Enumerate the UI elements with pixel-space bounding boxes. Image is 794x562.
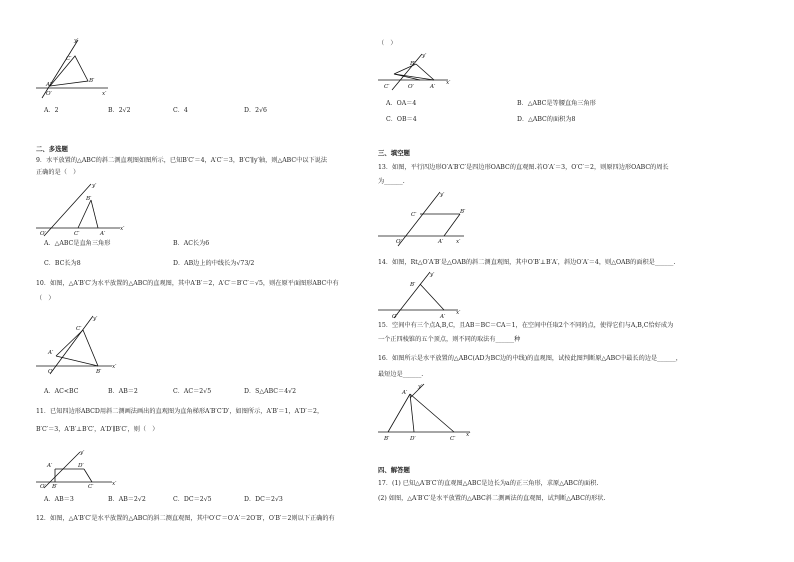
- svg-text:B′: B′: [96, 369, 102, 375]
- question-12-text: 12．如图，△A′B′C′是水平放置的△ABC的斜二测直观图，其中O′C′＝O′A′＝2O′B′，O′B′＝2则以下正确的有: [36, 515, 335, 522]
- figure-q12: [378, 52, 458, 94]
- q9-choice-c[interactable]: C．BC长为8: [44, 260, 81, 267]
- svg-text:A′: A′: [438, 239, 444, 245]
- svg-text:O′: O′: [40, 484, 46, 490]
- question-10-text: 10．如图，△A′B′C′为水平放置的△ABC的直观图，其中A′B′＝2，A′C′＝B′C′＝√5，则在原平面图形ABC中有: [36, 280, 339, 287]
- q12-paren: （ ）: [378, 40, 397, 47]
- section-title-multiple-choice: 二、多选题: [36, 145, 68, 153]
- q11-choice-b[interactable]: B．AB＝2√2: [108, 496, 146, 503]
- svg-text:O′: O′: [408, 84, 414, 90]
- q10-choice-a[interactable]: A．AC<BC: [44, 388, 79, 395]
- svg-text:O′: O′: [46, 91, 52, 97]
- svg-text:B′: B′: [89, 78, 95, 84]
- question-16-text: 16．如图所示是水平放置的△ABC(AD为BC边的中线)的直观图，试按此图判断原△ABC中最长的边是______，: [378, 355, 682, 362]
- figure-q16: [378, 382, 478, 444]
- q12-choice-d[interactable]: D．△ABC的面积为8: [517, 116, 576, 123]
- figure-top-left: [36, 36, 116, 100]
- q11-choice-d[interactable]: D．DC＝2√3: [244, 496, 283, 503]
- svg-text:B′: B′: [460, 209, 466, 215]
- svg-text:A′: A′: [48, 350, 54, 356]
- svg-text:D′: D′: [78, 463, 84, 469]
- choice-b[interactable]: B．2√2: [108, 107, 131, 114]
- svg-text:O′: O′: [48, 369, 54, 375]
- question-11-text: 11．已知四边形ABCD用斜二测画法画出的直观图为直角梯形A′B′C′D′，如图所示，A′B′＝1，A′D′＝2，: [36, 408, 324, 415]
- question-14-text: 14．如图，Rt△O′A′B′是△OAB的斜二测直观图，其中O′B′⊥B′A′，斜边O′A′＝4，则△OAB的面积是______.: [378, 259, 676, 266]
- svg-text:D′: D′: [410, 436, 416, 442]
- question-9-text-2: 正确的是（ ）: [36, 169, 80, 176]
- svg-text:y′: y′: [422, 53, 427, 59]
- figure-q14: [378, 270, 468, 322]
- svg-text:C′: C′: [76, 326, 82, 332]
- svg-text:O′: O′: [392, 314, 398, 320]
- svg-text:x′: x′: [456, 310, 461, 316]
- choice-a[interactable]: A．2: [44, 107, 59, 114]
- svg-text:B′: B′: [52, 484, 58, 490]
- question-15-text: 15．空间中有三个点A,B,C，且AB＝BC＝CA＝1，在空间中任取2个不同的点，使得它们与A,B,C恰好成为: [378, 322, 674, 329]
- q10-choice-d[interactable]: D．S△ABC＝4√2: [244, 388, 297, 395]
- svg-text:A′: A′: [46, 82, 52, 88]
- svg-text:B′: B′: [384, 436, 390, 442]
- svg-text:O′: O′: [40, 231, 46, 237]
- svg-text:y′: y′: [93, 316, 98, 322]
- svg-text:B′: B′: [410, 282, 416, 288]
- svg-text:y′: y′: [92, 183, 97, 189]
- question-13-text-2: 为______.: [378, 178, 405, 185]
- svg-text:C′: C′: [411, 212, 417, 218]
- question-11-text-2: B′C′＝3，A′B′⊥B′C′，A′D′∥B′C′，则（ ）: [36, 426, 159, 433]
- svg-text:B′: B′: [86, 196, 92, 202]
- figure-q13: [378, 190, 474, 252]
- svg-text:A′: A′: [47, 463, 53, 469]
- question-9-text: 9．水平放置的△ABC的斜二测直观图如图所示，已知B′C′＝4，A′C′＝3，B′C′∥y′轴，则△ABC中以下说法: [36, 157, 328, 164]
- svg-text:C′: C′: [74, 231, 80, 237]
- svg-text:y′: y′: [418, 384, 423, 390]
- q11-choice-c[interactable]: C．DC＝2√5: [173, 496, 212, 503]
- svg-text:C′: C′: [384, 84, 390, 90]
- svg-text:C′: C′: [450, 436, 456, 442]
- svg-text:y′: y′: [80, 450, 85, 456]
- question-17-part-2: (2) 如图，△A′B′C′是水平放置的△ABC斜二测画法的直观图，试判断△ABC的形状.: [378, 495, 606, 502]
- svg-text:A′: A′: [440, 314, 446, 320]
- q9-choice-a[interactable]: A．△ABC是直角三角形: [44, 240, 111, 247]
- svg-text:B′: B′: [410, 61, 416, 67]
- figure-q9: [36, 180, 132, 238]
- q12-choice-b[interactable]: B．△ABC是等腰直角三角形: [517, 100, 596, 107]
- svg-text:y′: y′: [440, 192, 445, 198]
- svg-text:y′: y′: [74, 38, 79, 44]
- svg-text:x′: x′: [456, 239, 461, 245]
- svg-text:C′: C′: [88, 484, 94, 490]
- svg-text:x′: x′: [112, 481, 117, 487]
- section-title-answer: 四、解答题: [378, 466, 410, 474]
- svg-text:y′: y′: [430, 272, 435, 278]
- q9-choice-b[interactable]: B．AC长为6: [173, 240, 210, 247]
- q10-choice-c[interactable]: C．AC＝2√5: [173, 388, 212, 395]
- section-title-fill-in: 三、填空题: [378, 149, 410, 157]
- q12-choice-c[interactable]: C．OB＝4: [386, 116, 417, 123]
- q9-choice-d[interactable]: D．AB边上的中线长为√73/2: [173, 260, 255, 267]
- figure-q10: [36, 314, 126, 378]
- svg-text:x′: x′: [112, 364, 117, 370]
- question-17-part-1: 17．(1) 已知△A′B′C′的直观图△ABC是边长为a的正三角形，求原△ABC的面积.: [378, 480, 599, 487]
- svg-text:C′: C′: [66, 56, 72, 62]
- svg-text:x′: x′: [120, 226, 125, 232]
- svg-text:A′: A′: [430, 84, 436, 90]
- q10-choice-b[interactable]: B．AB＝2: [108, 388, 138, 395]
- question-10-text-2: （ ）: [36, 295, 55, 302]
- svg-text:x′: x′: [466, 432, 471, 438]
- question-13-text: 13．如图，平行四边形O′A′B′C′是四边形OABC的直观图.若O′A′＝3，O′C′＝2，则原四边形OABC的周长: [378, 164, 669, 171]
- choice-c[interactable]: C．4: [173, 107, 188, 114]
- figure-q11: [36, 448, 120, 488]
- q12-choice-a[interactable]: A．OA＝4: [386, 100, 417, 107]
- question-16-text-2: 最短边是______.: [378, 371, 424, 378]
- question-15-text-2: 一个正四棱锥的五个顶点，则不同的取法有______种: [378, 336, 521, 343]
- q11-choice-a[interactable]: A．AB＝3: [44, 496, 74, 503]
- svg-text:O′: O′: [396, 239, 402, 245]
- svg-text:x′: x′: [446, 80, 451, 86]
- choice-d[interactable]: D．2√6: [244, 107, 267, 114]
- svg-text:x′: x′: [102, 91, 107, 97]
- svg-text:A′: A′: [402, 390, 408, 396]
- svg-text:A′: A′: [100, 231, 106, 237]
